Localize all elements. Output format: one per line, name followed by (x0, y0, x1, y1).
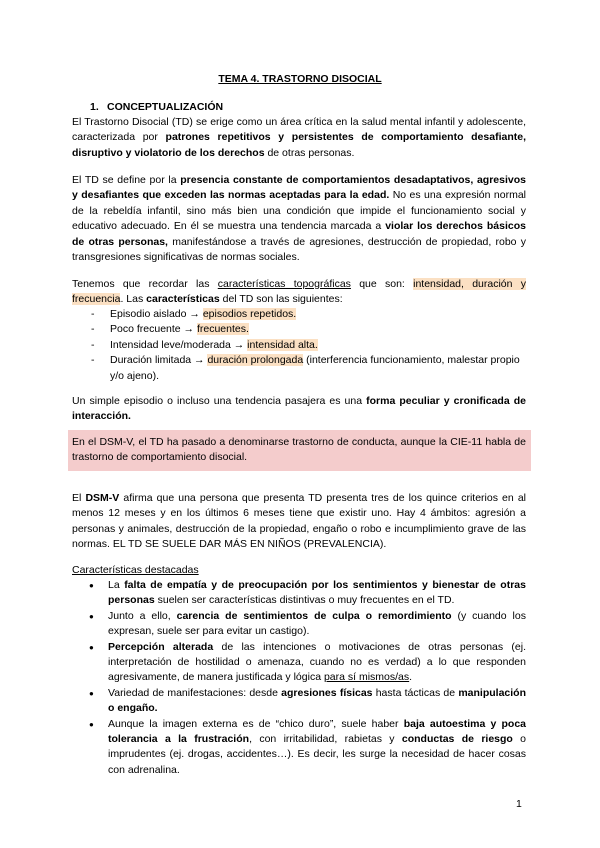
bold-text: agresiones físicas (281, 686, 373, 699)
document-title: TEMA 4. TRASTORNO DISOCIAL (218, 73, 382, 85)
bold-text: patrones repetitivos y persistentes de comportamiento desafiante, disruptivo y violatorio de los derechos (72, 131, 526, 159)
highlighted-text: episodios repetidos. (202, 308, 297, 320)
text-run: Variedad de manifestaciones: desde (108, 686, 282, 699)
text-run: Un simple episodio o incluso una tendencia pasajera es una (72, 395, 367, 407)
text-run: La (108, 579, 125, 591)
list-item (89, 717, 526, 779)
list-item (91, 307, 526, 322)
paragraph-episode (72, 394, 526, 425)
text-run: o imprudentes (ej. drogas, accidentes…). Es decir, les surge la necesidad de hacer cosas con adrenalina. (108, 733, 527, 776)
text-run: El Trastorno Disocial (TD) se erige como un área crítica en la salud mental infantil y adolescente, caracterizada por (72, 116, 526, 144)
list-item (89, 640, 526, 686)
list-item (89, 686, 526, 717)
paragraph-dsm-criteria (72, 491, 526, 553)
text-run: No es una expresión normal de la rebeldía infantil, sino más bien una condición que impide el funcionamiento social y educativo adecuado. En él se muestra una tendencia marcada a (72, 189, 526, 233)
text-run: Poco frecuente → (110, 323, 197, 336)
text-run: Intensidad leve/moderada → (110, 338, 248, 351)
text-run: Aunque la imagen externa es de “chico duro”, suele haber (108, 717, 404, 730)
highlighted-text: duración prolongada (207, 354, 304, 367)
bold-text: falta de empatía y de preocupación por los sentimientos y bienestar de otras personas (108, 579, 526, 607)
subheading-features: Características destacadas (72, 564, 199, 576)
highlighted-text: frecuentes. (196, 323, 249, 336)
underlined-text: características topográficas (217, 278, 351, 290)
bold-text: carencia de sentimientos de culpa o remordimiento (176, 609, 452, 622)
list-item (89, 609, 526, 640)
list-item (91, 353, 526, 384)
text-run: El (72, 492, 86, 504)
text-run: Junto a ello, (108, 609, 177, 622)
bold-text: conductas de riesgo (401, 733, 513, 746)
bold-text: presencia constante de comportamientos desadaptativos, agresivos y desafiantes que exceden las normas aceptadas para la edad. (72, 174, 526, 202)
paragraph-definition (72, 173, 526, 265)
highlighted-text: intensidad, duración y frecuencia (72, 278, 526, 306)
highlighted-text: intensidad alta. (247, 338, 318, 351)
text-run: suelen ser características distintivas o muy frecuentes en el TD. (154, 594, 455, 607)
text-run: En el DSM-V, el TD ha pasado a denominarse trastorno de conducta, aunque la CIE-11 habla de trastorno de comportamiento disocial. (72, 436, 526, 464)
section-number: 1. (90, 101, 99, 113)
text-run: . Las (120, 293, 147, 306)
section-heading (90, 101, 223, 113)
bold-text: baja autoestima y poca tolerancia a la frustración (108, 717, 527, 746)
list-item (91, 322, 526, 337)
bold-text: DSM-V (85, 492, 120, 504)
text-run: afirma que una persona que presenta TD presenta tres de los quince criterios en al menos 12 meses y en los últimos 6 meses tiene que existir uno. Hay 4 ámbitos: agresión a personas y animales, destrucción de la propiedad, engaño o robo e incumplimiento grave de las normas. EL TD SE SUELE DAR MÁS EN NIÑOS (PREVALENCIA). (72, 492, 526, 551)
text-run: (interferencia funcionamiento, malestar propio y/o ajeno). (110, 354, 520, 382)
bold-text: manipulación o engaño. (108, 686, 526, 715)
text-run: El TD se define por la (72, 174, 181, 186)
text-run: (y cuando los expresan, suele ser para evitar un castigo). (108, 609, 526, 638)
section-title: CONCEPTUALIZACIÓN (107, 101, 224, 113)
text-run: del TD son las siguientes: (219, 293, 343, 306)
text-run: manifestándose a través de agresiones, destrucción de propiedad, robo y transgresiones significativas de normas sociales. (72, 235, 526, 264)
paragraph-characteristics (72, 277, 526, 308)
paragraph-dsm-note (72, 435, 526, 466)
text-run: , con irritabilidad, rabietas y (249, 733, 402, 746)
page-number: 1 (516, 798, 522, 810)
text-run: de las intenciones o motivaciones de otras personas (ej. interpretación de hostilidad o amenaza, cuando no es verdad) a lo que responden agresivamente, de manera justificada y lógica (108, 640, 527, 684)
characteristics-list (91, 307, 526, 384)
text-run: hasta tácticas de (372, 686, 459, 699)
list-item (91, 338, 526, 353)
bold-text: características (146, 293, 220, 306)
bold-text: Percepción alterada (108, 640, 214, 653)
text-run: Episodio aislado → (110, 308, 203, 320)
text-run: Tenemos que recordar las (72, 278, 218, 290)
underlined-text: para sí mismos/as (323, 671, 410, 684)
features-list (89, 578, 526, 778)
list-item (89, 578, 526, 609)
paragraph-intro (72, 115, 526, 161)
text-run: de otras personas. (264, 146, 355, 159)
text-run: . (409, 671, 413, 684)
text-run: Duración limitada → (110, 354, 208, 367)
text-run: que son: (350, 278, 414, 290)
bold-text: violar los derechos básicos de otras personas, (72, 220, 526, 248)
bold-text: forma peculiar y cronificada de interacción. (72, 395, 527, 423)
